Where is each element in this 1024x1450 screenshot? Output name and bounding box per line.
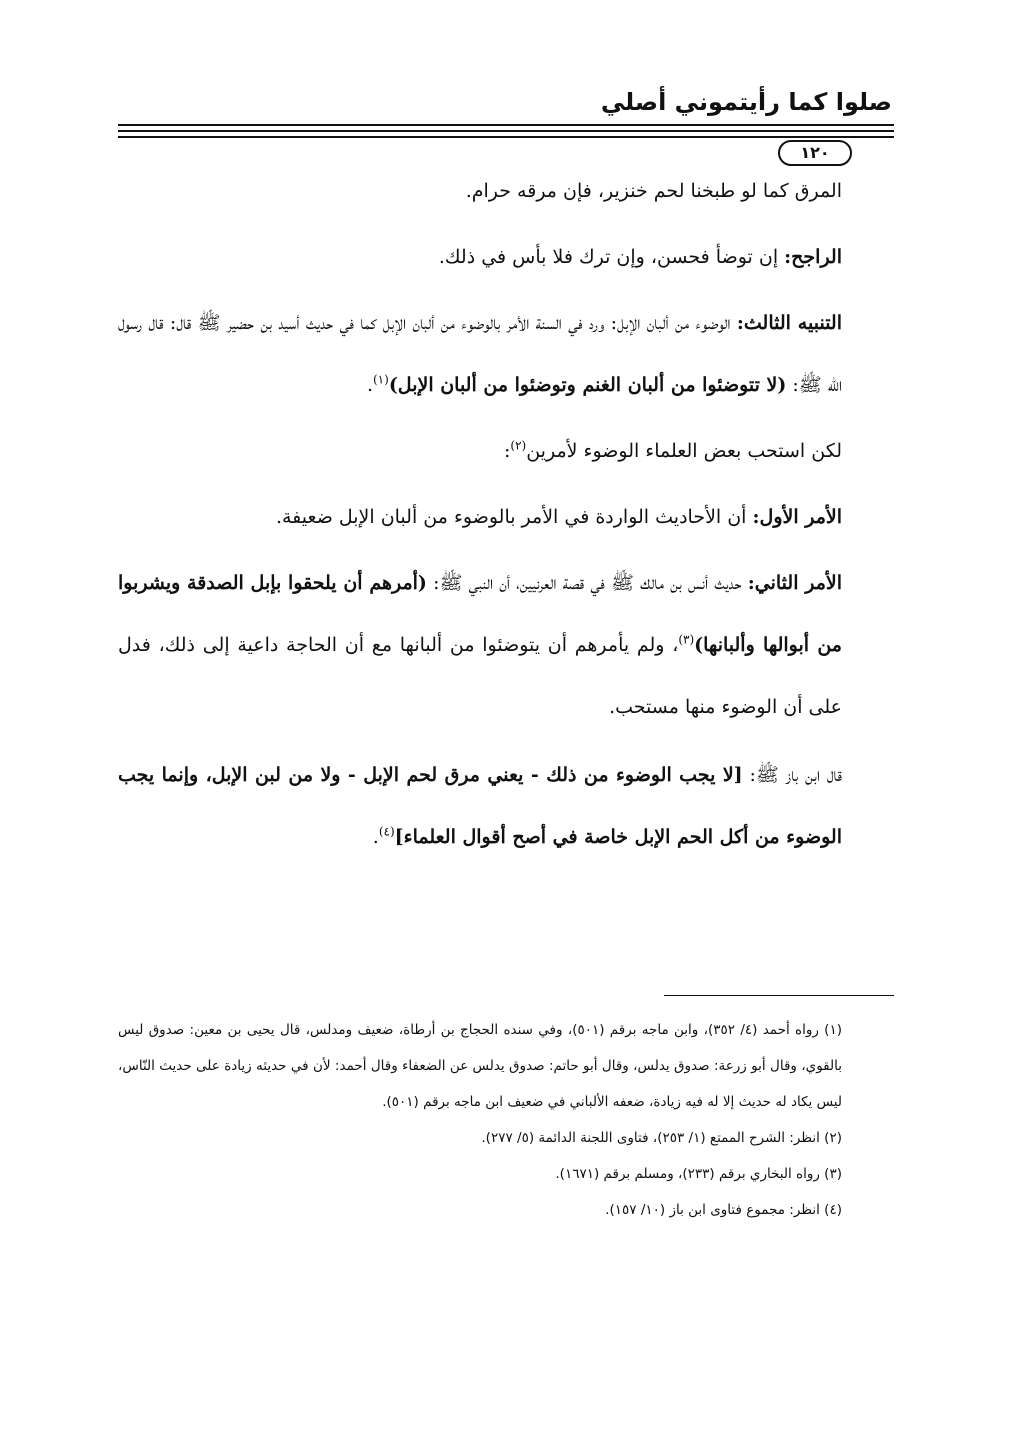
- paragraph: [118, 486, 842, 548]
- text: .: [366, 374, 373, 396]
- scholar-quote: [لا يجب الوضوء من ذلك - يعني مرق لحم الإبل - ولا من لبن الإبل، وإنما يجب الوضوء من أكل الحم الإبل خاصة في أصح أقوال العلماء]: [118, 764, 842, 848]
- page-number: ١٢٠: [778, 140, 852, 166]
- footnote-separator: [664, 995, 894, 996]
- main-text: [118, 160, 842, 872]
- paragraph: [118, 552, 842, 738]
- text: إن توضأ فحسن، وإن ترك فلا بأس في ذلك.: [438, 246, 785, 268]
- footnote: (٤) انظر: مجموع فتاوى ابن باز (١٠/ ١٥٧).: [605, 1202, 842, 1218]
- header-rule-top: [118, 124, 894, 126]
- hadith-quote: (لا تتوضئوا من ألبان الغنم وتوضئوا من ألبان الإبل): [388, 374, 787, 396]
- text: لكن استحب بعض العلماء الوضوء لأمرين: [526, 440, 842, 462]
- paragraph: [118, 420, 842, 482]
- label-first-matter: الأمر الأول:: [752, 506, 842, 528]
- text: حديث أنس بن مالك ﷺ في قصة العرنيين، أن النبي ﷺ:: [426, 572, 748, 594]
- hadith-quote: (أمرهم أن يلحقوا بإبل الصدقة ويشربوا من أبوالها وألبانها): [118, 572, 842, 656]
- footnotes: [118, 1012, 842, 1228]
- text: :: [503, 440, 511, 462]
- footnote: (١) رواه أحمد (٤/ ٣٥٢)، وابن ماجه برقم (٥٠١)، وفي سنده الحجاج بن أرطاة، ضعيف ومدلس، قال يحيى بن معين: صدوق ليس بالقوي، وقال أبو زرعة: صدوق يدلس، وقال أبو حاتم: صدوق يدلس عن الضعفاء وقال أحمد: لأن في حديثه زيادة على حديث النّاس، ليس يكاد له حديث إلا له فيه زيادة، ضعفه الألباني في ضعيف ابن ماجه برقم (٥٠١).: [118, 1022, 842, 1110]
- footnote-ref: (٣): [678, 632, 695, 647]
- label-rajih: الراجح:: [784, 246, 842, 268]
- text: قال ابن باز ﷺ:: [742, 764, 842, 786]
- footnote: (٣) رواه البخاري برقم (٢٣٣)، ومسلم برقم (١٦٧١).: [555, 1166, 842, 1182]
- header-rule-bottom: [118, 136, 894, 138]
- footnote-ref: (٤): [378, 824, 395, 839]
- paragraph: [118, 160, 842, 222]
- header-rule-middle: [118, 130, 894, 132]
- footnote: (٢) انظر: الشرح الممتع (١/ ٢٥٣)، فتاوى اللجنة الدائمة (٥/ ٢٧٧).: [481, 1130, 842, 1146]
- text: الوضوء من ألبان الإبل: ورد في السنة الأمر بالوضوء من ألبان الإبل كما في حديث أسيد بن حضير ﷺ قال: قال رسول الله ﷺ:: [118, 312, 842, 396]
- label-second-matter: الأمر الثاني:: [747, 572, 842, 594]
- paragraph: [118, 226, 842, 288]
- label-third-note: التنبيه الثالث:: [736, 312, 842, 334]
- paragraph: [118, 292, 842, 416]
- text: ، ولم يأمرهم أن يتوضئوا من ألبانها مع أن الحاجة داعية إلى ذلك، فدل على أن الوضوء منها مستحب.: [118, 634, 842, 718]
- book-title: صلوا كما رأيتموني أصلي: [600, 88, 892, 116]
- footnote-ref: (١): [372, 372, 389, 387]
- paragraph: [118, 744, 842, 868]
- footnote-ref: (٢): [510, 438, 527, 453]
- text: المرق كما لو طبخنا لحم خنزير، فإن مرقه حرام.: [465, 180, 842, 202]
- text: .: [372, 826, 379, 848]
- text: أن الأحاديث الواردة في الأمر بالوضوء من ألبان الإبل ضعيفة.: [275, 506, 753, 528]
